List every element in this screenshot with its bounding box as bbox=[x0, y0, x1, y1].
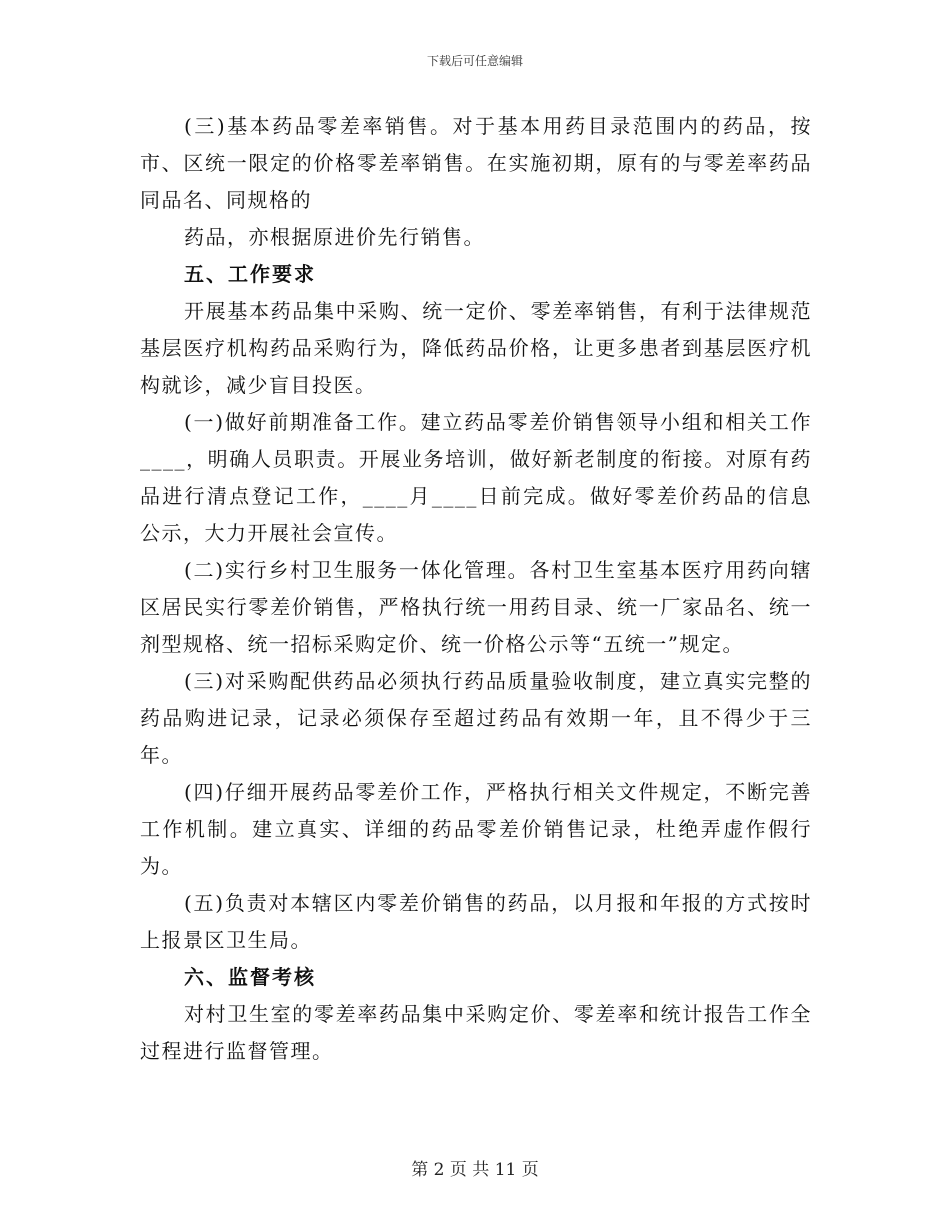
paragraph-purpose: 开展基本药品集中采购、统一定价、零差率销售，有利于法律规范基层医疗机构药品采购行为，降低药品价格，让更多患者到基层医疗机构就诊，减少盲目投医。 bbox=[140, 299, 812, 397]
document-body bbox=[140, 108, 812, 1070]
paragraph-item-1: (一)做好前期准备工作。建立药品零差价销售领导小组和相关工作____，明确人员职责。开展业务培训，做好新老制度的衔接。对原有药品进行清点登记工作，____月____日前完成。做好零差价药品的信息公示，大力开展社会宣传。 bbox=[140, 410, 812, 545]
page-number: 第 2 页 共 11 页 bbox=[411, 1160, 539, 1180]
paragraph-original-price: 药品，亦根据原进价先行销售。 bbox=[184, 225, 485, 249]
paragraph-supervision: 对村卫生室的零差率药品集中采购定价、零差率和统计报告工作全过程进行监督管理。 bbox=[140, 1002, 812, 1063]
section-heading-supervision: 六、监督考核 bbox=[184, 965, 316, 989]
page-header: 下载后可任意编辑 bbox=[426, 54, 523, 68]
paragraph-item-3: (三)对采购配供药品必须执行药品质量验收制度，建立真实完整的药品购进记录，记录必须保存至超过药品有效期一年，且不得少于三年。 bbox=[140, 669, 812, 767]
section-heading-work-requirements: 五、工作要求 bbox=[184, 262, 316, 286]
paragraph-basic-drug-zero-markup: (三)基本药品零差率销售。对于基本用药目录范围内的药品，按市、区统一限定的价格零差率销售。在实施初期，原有的与零差率药品同品名、同规格的 bbox=[140, 114, 812, 212]
paragraph-item-5: (五)负责对本辖区内零差价销售的药品，以月报和年报的方式按时上报景区卫生局。 bbox=[140, 891, 812, 952]
paragraph-item-4: (四)仔细开展药品零差价工作，严格执行相关文件规定，不断完善工作机制。建立真实、详细的药品零差价销售记录，杜绝弄虚作假行为。 bbox=[140, 780, 812, 878]
paragraph-item-2: (二)实行乡村卫生服务一体化管理。各村卫生室基本医疗用药向辖区居民实行零差价销售，严格执行统一用药目录、统一厂家品名、统一剂型规格、统一招标采购定价、统一价格公示等“五统一”规定。 bbox=[140, 558, 812, 656]
